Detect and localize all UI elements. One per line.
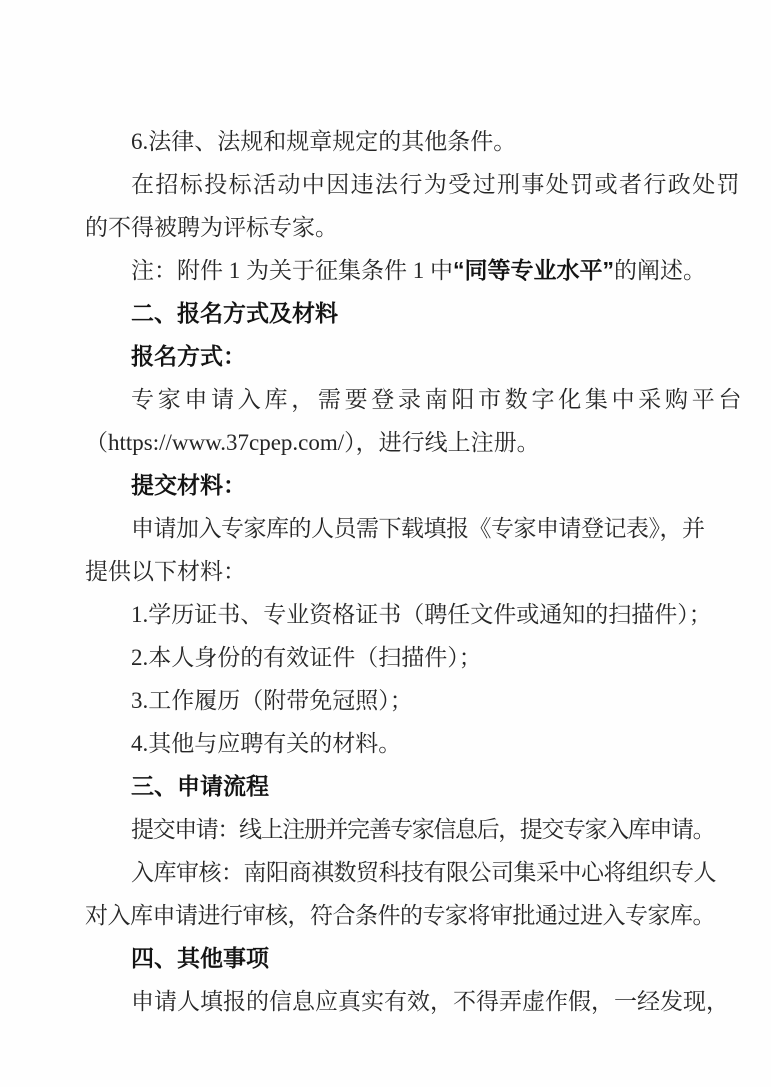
penalty-paragraph-line-2: 的不得被聘为评标专家。 [85,215,338,240]
note-bold-term: “同等专业水平” [453,257,614,283]
register-paragraph-line-2-url: （https://www.37cpep.com/），进行线上注册。 [85,430,540,455]
note-line [85,249,715,292]
material-item-1: 1.学历证书、专业资格证书（聘任文件或通知的扫描件）； [131,602,712,627]
materials-subhead: 提交材料： [131,472,246,498]
note-text-pre: 注：附件 1 为关于征集条件 1 中 [131,258,453,283]
review-paragraph-line-1: 入库审核：南阳商祺数贸科技有限公司集采中心将组织专人 [131,860,716,885]
materials-paragraph-line-1: 申请加入专家库的人员需下载填报《专家申请登记表》，并 [131,516,705,541]
material-item-2: 2.本人身份的有效证件（扫描件）； [131,645,482,670]
truthfulness-paragraph-line-1: 申请人填报的信息应真实有效，不得弄虚作假，一经发现， [131,989,729,1014]
section-4-heading: 四、其他事项 [131,945,269,971]
penalty-paragraph-line-1: 在招标投标活动中因违法行为受过刑事处罚或者行政处罚 [131,172,741,197]
material-item-4: 4.其他与应聘有关的材料。 [131,731,402,756]
materials-paragraph-line-2: 提供以下材料： [85,559,246,584]
register-method-subhead: 报名方式： [131,343,246,369]
material-item-3: 3.工作履历（附带免冠照）； [131,688,413,713]
submit-application-line: 提交申请：线上注册并完善专家信息后，提交专家入库申请。 [131,817,715,842]
review-paragraph-line-2: 对入库申请进行审核，符合条件的专家将审批通过进入专家库。 [85,903,715,928]
section-2-heading: 二、报名方式及材料 [131,300,338,326]
clause-item-6: 6.法律、法规和规章规定的其他条件。 [131,129,517,154]
register-paragraph-line-1: 专家申请入库，需要登录南阳市数字化集中采购平台 [131,387,746,412]
note-text-post: 的阐述。 [614,258,706,283]
section-3-heading: 三、申请流程 [131,773,269,799]
